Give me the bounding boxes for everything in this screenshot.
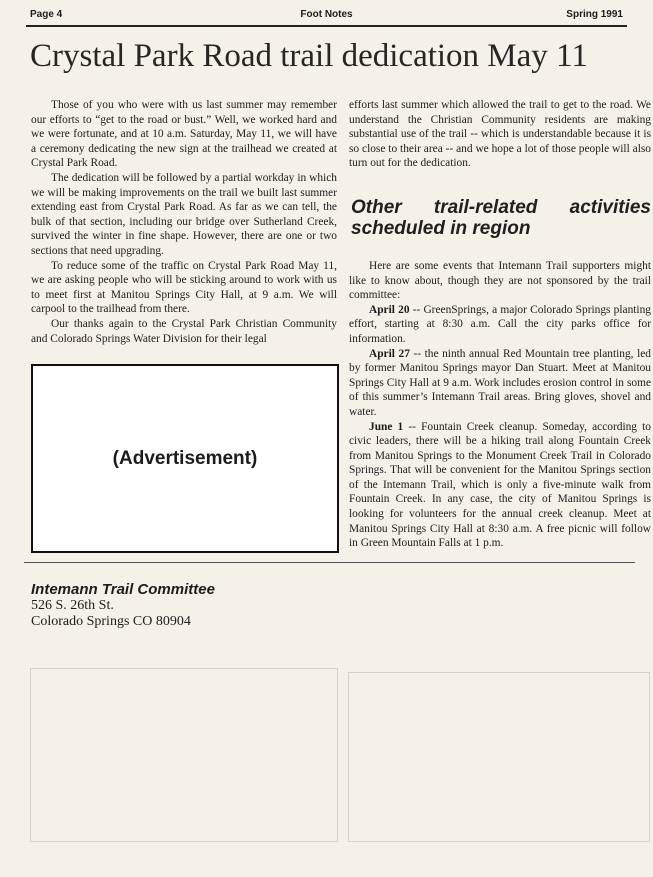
publication-name: Foot Notes [300,9,353,20]
committee-name: Intemann Trail Committee [31,581,215,598]
paragraph: The dedication will be followed by a partial workday in which we will be making improvements on the trail we built last summer extending east from Crystal Park Road. As far as we can tell, the bulk of that section, including our bridge over Sutherland Creek, survived the winter in fine shape. However, there are one or two sections that need upgrading. [31,171,337,257]
paragraph: Our thanks again to the Crystal Park Christian Community and Colorado Springs Water Division for their legal [31,317,337,345]
section-subhead: Other trail-related activities scheduled in region [351,196,651,239]
event-date: April 20 [369,303,410,316]
event-date: April 27 [369,347,410,360]
article-headline: Crystal Park Road trail dedication May 11 [30,38,588,74]
section-divider [24,562,635,563]
page-number: Page 4 [30,9,63,20]
committee-street: 526 S. 26th St. [31,598,114,613]
paragraph: efforts last summer which allowed the trail to get to the road. We understand the Christian Community residents are making substantial use of the trail -- which is understandable because it is so close to their area -- and we hope a lot of those people will also turn out for the dedication. [349,99,651,170]
event-item [349,347,651,420]
header-rule [26,25,627,27]
paragraph: To reduce some of the traffic on Crystal Park Road May 11, we are asking people who will be sticking around to work with us to meet first at Manitou Springs City Hall, at 9 a.m. We will carpool to the trailhead from there. [31,259,337,316]
committee-address-block [31,582,215,630]
event-description: -- Fountain Creek cleanup. Someday, according to civic leaders, there will be a hiking trail along Fountain Creek from Manitou Springs to the Monument Creek Trail in Colorado Springs. That will be convenient for the Manitou Springs section of the Intemann Trail, which is only a five-minute walk from Fountain Creek. In any case, the city of Manitou Springs is looking for volunteers for the annual creek cleanup. Meet at Manitou Springs City Hall at 8:30 a.m. A free picnic will follow in Green Mountain Falls at 1 p.m. [349,420,651,550]
event-item [349,303,651,347]
issue-date: Spring 1991 [566,9,623,20]
right-column [349,98,651,551]
event-description: -- the ninth annual Red Mountain tree planting, led by former Manitou Springs mayor Dan Stuart. Meet at Manitou Springs City Hall at 9 a.m. Work includes erosion control in some of this summer’s Intemann Trail areas. Bring gloves, shovel and water. [349,347,652,418]
paragraph: Here are some events that Intemann Trail supporters might like to know about, though they are not sponsored by the trail committee: [349,259,651,302]
advertisement-box [31,364,339,553]
show-through-ad-left [30,668,338,842]
left-column [31,98,337,346]
event-item [349,420,651,551]
show-through-ad-right [348,672,650,842]
committee-city: Colorado Springs CO 80904 [31,614,191,629]
event-date: June 1 [369,420,404,433]
advertisement-label: (Advertisement) [112,447,258,469]
paragraph: Those of you who were with us last summer may remember our efforts to “get to the road or bust.” Well, we worked hard and we were fortunate, and at 10 a.m. Saturday, May 11, we will have a ceremony dedicating the new sign at the trailhead we created at Crystal Park Road. [31,99,337,170]
event-description: -- GreenSprings, a major Colorado Springs planting effort, starting at 8:30 a.m. Call the city parks office for information. [349,303,651,345]
